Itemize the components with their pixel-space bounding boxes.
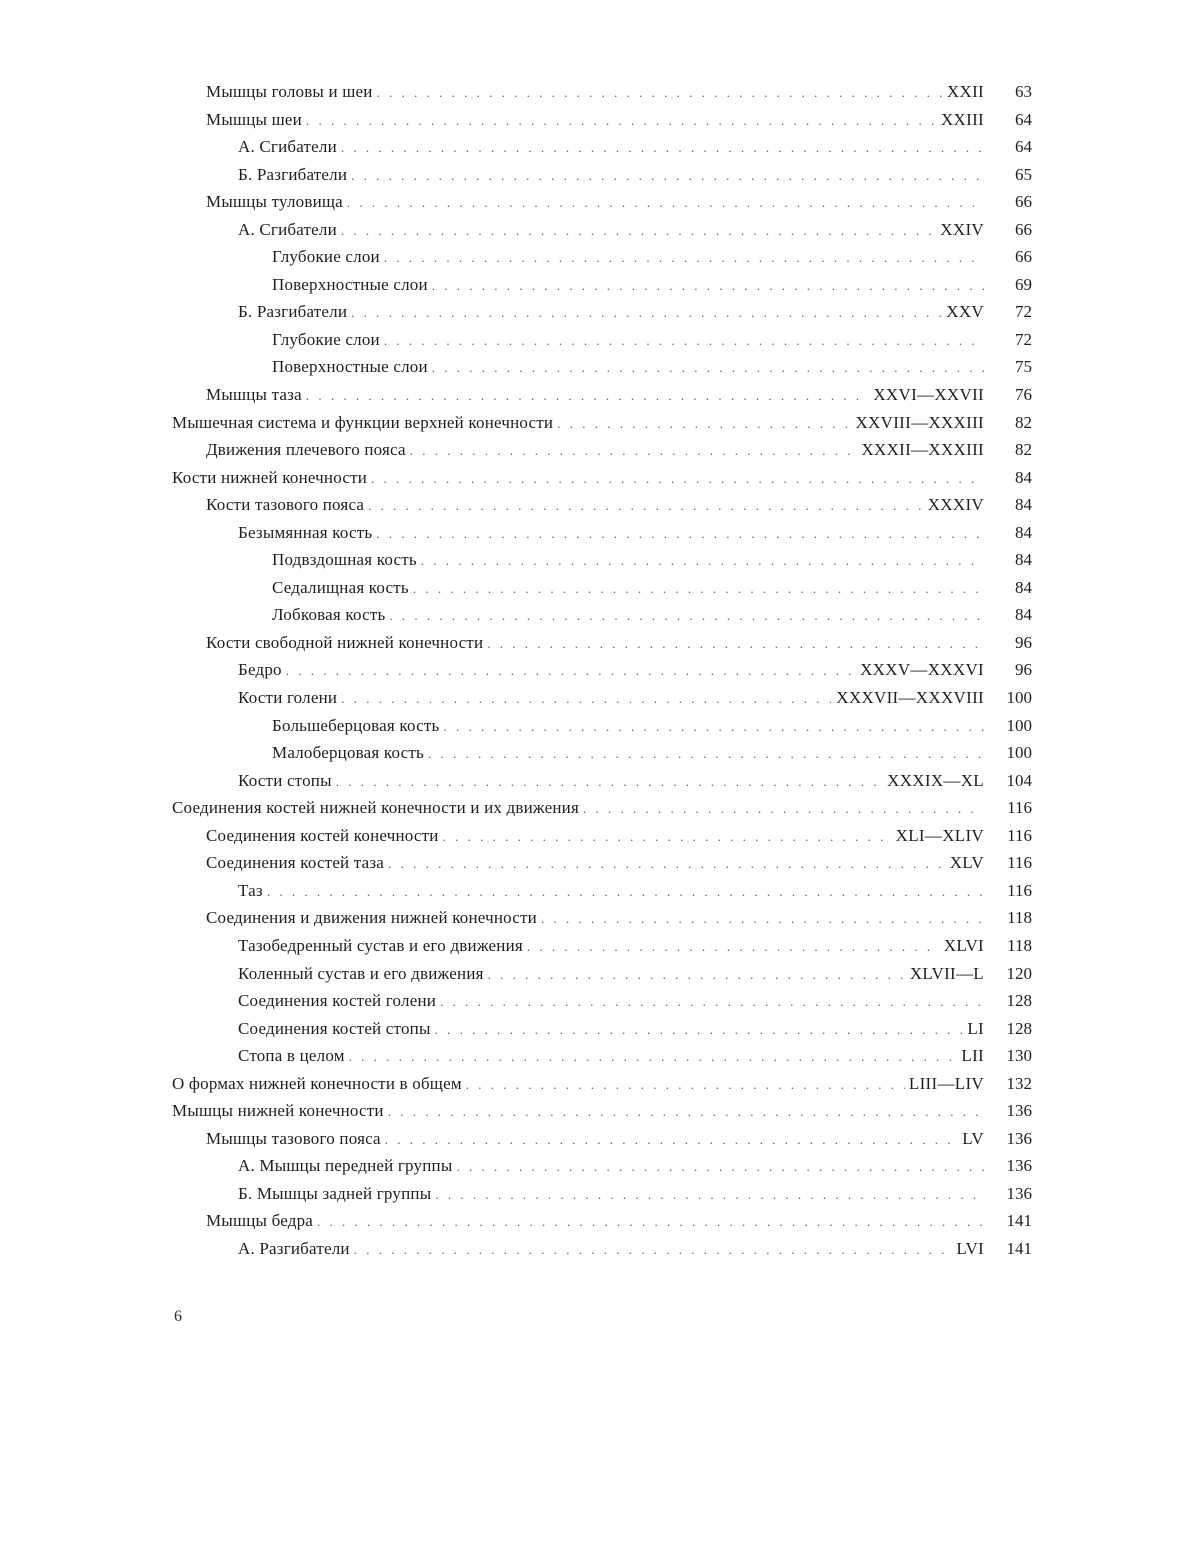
dot-leader bbox=[388, 1098, 984, 1126]
toc-entry bbox=[172, 133, 1032, 161]
toc-entry bbox=[172, 904, 1032, 932]
toc-entry-title: Лобковая кость bbox=[272, 605, 386, 625]
toc-entry-page: 72 bbox=[1015, 302, 1032, 322]
toc-entry-leader bbox=[172, 381, 984, 410]
toc-entry-page: 136 bbox=[1006, 1183, 1032, 1203]
toc-entry bbox=[172, 243, 1032, 271]
toc-entry-title: Движения плечевого пояса bbox=[206, 440, 406, 460]
dot-leader bbox=[371, 465, 984, 493]
dot-leader bbox=[341, 685, 832, 713]
toc-entry-title: Кости тазового пояса bbox=[206, 495, 365, 515]
toc-entry bbox=[172, 106, 1032, 134]
toc-entry bbox=[172, 326, 1032, 354]
toc-entry-leader bbox=[172, 1235, 984, 1264]
toc-entry-title: Соединения и движения нижней конечности bbox=[206, 908, 537, 928]
toc-entry-leader bbox=[172, 133, 984, 162]
toc-entry-table-ref: LV bbox=[962, 1128, 984, 1148]
toc-entry-page: 84 bbox=[1015, 550, 1032, 570]
toc-entry bbox=[172, 1042, 1032, 1070]
toc-entry-page: 118 bbox=[1007, 935, 1032, 955]
toc-entry bbox=[172, 1097, 1032, 1125]
toc-entry-page: 116 bbox=[1007, 825, 1032, 845]
toc-entry bbox=[172, 491, 1032, 519]
toc-entry-page: 84 bbox=[1015, 467, 1032, 487]
dot-leader bbox=[385, 1126, 959, 1154]
toc-entry-leader bbox=[172, 161, 984, 190]
toc-entry-page: 63 bbox=[1015, 82, 1032, 101]
toc-entry-table-ref: XXXVII—XXXVIII bbox=[836, 688, 984, 708]
toc-entry-title: А. Мышцы передней группы bbox=[238, 1156, 453, 1176]
toc-entry-title: Соединения костей стопы bbox=[238, 1018, 431, 1038]
toc-entry-leader bbox=[172, 712, 984, 741]
toc-entry-title: Кости свободной нижней конечности bbox=[206, 632, 484, 652]
toc-entry bbox=[172, 767, 1032, 795]
toc-entry-title: Глубокие слои bbox=[272, 247, 380, 267]
toc-entry-page: 120 bbox=[1006, 963, 1032, 983]
toc-entry-title: Б. Разгибатели bbox=[238, 164, 348, 184]
toc-entry-title: Мышцы тазового пояса bbox=[206, 1128, 381, 1148]
toc-entry-leader bbox=[172, 298, 984, 327]
toc-entry-page: 100 bbox=[1006, 688, 1032, 708]
dot-leader bbox=[435, 1181, 984, 1209]
toc-entry-leader bbox=[172, 794, 984, 823]
toc-entry-page: 141 bbox=[1006, 1238, 1032, 1258]
toc-entry bbox=[172, 353, 1032, 381]
toc-entry-leader bbox=[172, 188, 984, 217]
toc-entry-leader bbox=[172, 271, 984, 300]
dot-leader bbox=[428, 740, 984, 768]
toc-entry bbox=[172, 436, 1032, 464]
toc-entry-leader bbox=[172, 601, 984, 630]
toc-entry-page: 76 bbox=[1015, 385, 1032, 405]
toc-entry-leader bbox=[172, 849, 984, 878]
toc-entry-page: 116 bbox=[1007, 880, 1032, 900]
toc-entry-title: Кости стопы bbox=[238, 770, 332, 790]
toc-entry-page: 100 bbox=[1006, 715, 1032, 735]
dot-leader bbox=[557, 410, 851, 438]
toc-entry-page: 69 bbox=[1015, 274, 1032, 294]
toc-entry-title: А. Сгибатели bbox=[238, 137, 337, 157]
dot-leader bbox=[336, 768, 883, 796]
toc-entry-leader bbox=[172, 326, 984, 355]
dot-leader bbox=[306, 382, 870, 410]
toc-entry-page: 66 bbox=[1015, 219, 1032, 239]
toc-entry-leader bbox=[172, 78, 984, 107]
toc-entry-table-ref: LII bbox=[961, 1046, 984, 1066]
dot-leader bbox=[487, 630, 984, 658]
toc-entry-title: Большеберцовая кость bbox=[272, 715, 440, 735]
toc-entry-page: 64 bbox=[1015, 137, 1032, 157]
toc-entry-title: О формах нижней конечности в общем bbox=[172, 1073, 462, 1093]
toc-entry bbox=[172, 1152, 1032, 1180]
toc-entry-title: Соединения костей таза bbox=[206, 853, 385, 873]
toc-entry bbox=[172, 877, 1032, 905]
dot-leader bbox=[432, 354, 984, 382]
page-number: 6 bbox=[174, 1308, 182, 1325]
toc-entry-title: Кости голени bbox=[238, 688, 338, 708]
dot-leader bbox=[443, 823, 892, 851]
toc-entry-table-ref: XLV bbox=[949, 853, 984, 873]
toc-entry bbox=[172, 1070, 1032, 1098]
toc-entry-page: 136 bbox=[1006, 1128, 1032, 1148]
toc-entry-page: 66 bbox=[1015, 247, 1032, 267]
toc-entry-title: Кости нижней конечности bbox=[172, 467, 368, 487]
toc-entry-leader bbox=[172, 656, 984, 685]
toc-entry bbox=[172, 381, 1032, 409]
toc-entry-table-ref: XXII bbox=[946, 82, 984, 101]
toc-entry-page: 116 bbox=[1007, 853, 1032, 873]
toc-entry bbox=[172, 656, 1032, 684]
toc-entry-title: Седалищная кость bbox=[272, 577, 409, 597]
toc-entry bbox=[172, 161, 1032, 189]
dot-leader bbox=[341, 134, 984, 162]
dot-leader bbox=[541, 905, 984, 933]
toc-entry-page: 130 bbox=[1006, 1046, 1032, 1066]
toc-entry-page: 82 bbox=[1015, 412, 1032, 432]
toc-entry-title: Мышечная система и функции верхней конечности bbox=[172, 412, 554, 432]
toc-entry bbox=[172, 739, 1032, 767]
toc-entry-title: А. Разгибатели bbox=[238, 1238, 350, 1258]
toc-entry-table-ref: XXVI—XXVII bbox=[873, 385, 984, 405]
toc-entry bbox=[172, 78, 1032, 106]
toc-entry-title: Мышцы таза bbox=[206, 385, 302, 405]
dot-leader bbox=[349, 1043, 958, 1071]
dot-leader bbox=[413, 575, 984, 603]
toc-entry-page: 118 bbox=[1007, 908, 1032, 928]
toc-entry-leader bbox=[172, 739, 984, 768]
toc-entry-leader bbox=[172, 106, 984, 135]
toc-entry bbox=[172, 464, 1032, 492]
toc-entry-page: 66 bbox=[1015, 192, 1032, 212]
toc-entry bbox=[172, 409, 1032, 437]
toc-entry bbox=[172, 987, 1032, 1015]
dot-leader bbox=[341, 217, 936, 245]
toc-entry-leader bbox=[172, 987, 984, 1016]
toc-entry-title: Поверхностные слои bbox=[272, 274, 428, 294]
toc-entry-title: Соединения костей нижней конечности и их движения bbox=[172, 798, 580, 818]
toc-entry-page: 84 bbox=[1015, 495, 1032, 515]
toc-entry-title: А. Сгибатели bbox=[238, 219, 337, 239]
dot-leader bbox=[435, 1016, 964, 1044]
toc-entry-page: 96 bbox=[1015, 632, 1032, 652]
table-of-contents bbox=[172, 78, 1032, 1263]
toc-entry-title: Стопа в целом bbox=[238, 1046, 345, 1066]
toc-entry-page: 128 bbox=[1006, 991, 1032, 1011]
toc-entry-table-ref: XXXII—XXXIII bbox=[861, 440, 984, 460]
toc-entry-title: Подвздошная кость bbox=[272, 550, 417, 570]
toc-entry bbox=[172, 629, 1032, 657]
dot-leader bbox=[351, 299, 942, 327]
toc-entry-page: 84 bbox=[1015, 522, 1032, 542]
toc-entry-page: 100 bbox=[1006, 743, 1032, 763]
toc-entry-leader bbox=[172, 353, 984, 382]
toc-entry bbox=[172, 684, 1032, 712]
toc-entry-table-ref: XLVI bbox=[943, 935, 984, 955]
toc-entry-title: Безымянная кость bbox=[238, 522, 373, 542]
dot-leader bbox=[432, 272, 984, 300]
toc-entry-page: 132 bbox=[1006, 1073, 1032, 1093]
toc-entry-title: Соединения костей голени bbox=[238, 991, 437, 1011]
toc-entry bbox=[172, 1125, 1032, 1153]
toc-entry-page: 96 bbox=[1015, 660, 1032, 680]
dot-leader bbox=[583, 795, 984, 823]
toc-entry-table-ref: LI bbox=[967, 1018, 984, 1038]
toc-entry bbox=[172, 960, 1032, 988]
toc-entry bbox=[172, 546, 1032, 574]
toc-entry-title: Тазобедренный сустав и его движения bbox=[238, 935, 523, 955]
toc-entry-page: 136 bbox=[1006, 1156, 1032, 1176]
dot-leader bbox=[306, 107, 937, 135]
toc-entry-page: 72 bbox=[1015, 329, 1032, 349]
dot-leader bbox=[377, 79, 943, 107]
toc-entry bbox=[172, 849, 1032, 877]
toc-entry-page: 116 bbox=[1007, 798, 1032, 818]
toc-entry-page: 65 bbox=[1015, 164, 1032, 184]
toc-entry-page: 75 bbox=[1015, 357, 1032, 377]
dot-leader bbox=[456, 1153, 984, 1181]
toc-entry-title: Мышцы шеи bbox=[206, 109, 302, 129]
dot-leader bbox=[527, 933, 940, 961]
dot-leader bbox=[286, 657, 856, 685]
toc-entry-title: Коленный сустав и его движения bbox=[238, 963, 484, 983]
toc-entry-leader bbox=[172, 1207, 984, 1236]
dot-leader bbox=[354, 1236, 953, 1264]
dot-leader bbox=[421, 547, 984, 575]
toc-entry-page: 104 bbox=[1006, 770, 1032, 790]
toc-entry-leader bbox=[172, 216, 984, 245]
toc-entry-title: Б. Мышцы задней группы bbox=[238, 1183, 432, 1203]
dot-leader bbox=[443, 713, 984, 741]
dot-leader bbox=[347, 189, 984, 217]
dot-leader bbox=[368, 492, 924, 520]
toc-entry bbox=[172, 519, 1032, 547]
toc-entry-leader bbox=[172, 1042, 984, 1071]
toc-entry bbox=[172, 1207, 1032, 1235]
toc-entry-page: 84 bbox=[1015, 605, 1032, 625]
toc-entry-title: Соединения костей конечности bbox=[206, 825, 439, 845]
toc-entry bbox=[172, 601, 1032, 629]
toc-entry-page: 136 bbox=[1006, 1101, 1032, 1121]
toc-entry-leader bbox=[172, 436, 984, 465]
toc-entry bbox=[172, 298, 1032, 326]
toc-entry bbox=[172, 1235, 1032, 1263]
dot-leader bbox=[388, 850, 946, 878]
dot-leader bbox=[466, 1071, 905, 1099]
dot-leader bbox=[317, 1208, 984, 1236]
toc-entry-leader bbox=[172, 1097, 984, 1126]
dot-leader bbox=[376, 520, 984, 548]
toc-entry-leader bbox=[172, 822, 984, 851]
toc-entry bbox=[172, 822, 1032, 850]
dot-leader bbox=[384, 244, 984, 272]
toc-entry bbox=[172, 932, 1032, 960]
toc-entry-leader bbox=[172, 491, 984, 520]
toc-entry-leader bbox=[172, 1070, 984, 1099]
dot-leader bbox=[351, 162, 984, 190]
toc-entry-table-ref: XXXIV bbox=[927, 495, 984, 515]
toc-entry-table-ref: XXVIII—XXXIII bbox=[855, 412, 984, 432]
toc-entry-leader bbox=[172, 546, 984, 575]
toc-entry-leader bbox=[172, 1125, 984, 1154]
dot-leader bbox=[440, 988, 984, 1016]
toc-entry-page: 84 bbox=[1015, 577, 1032, 597]
toc-entry bbox=[172, 574, 1032, 602]
toc-entry-leader bbox=[172, 684, 984, 713]
toc-entry-table-ref: XXIV bbox=[940, 219, 984, 239]
toc-entry-title: Мышцы головы и шеи bbox=[206, 82, 373, 101]
toc-entry bbox=[172, 271, 1032, 299]
toc-entry-page: 141 bbox=[1006, 1211, 1032, 1231]
toc-entry-table-ref: XXXIX—XL bbox=[887, 770, 984, 790]
toc-entry-title: Глубокие слои bbox=[272, 329, 380, 349]
toc-entry-title: Мышцы туловища bbox=[206, 192, 343, 212]
toc-entry-table-ref: XXIII bbox=[940, 109, 984, 129]
toc-entry-title: Мышцы нижней конечности bbox=[172, 1101, 384, 1121]
toc-entry-table-ref: LVI bbox=[956, 1238, 984, 1258]
toc-entry-leader bbox=[172, 960, 984, 989]
toc-entry-page: 128 bbox=[1006, 1018, 1032, 1038]
toc-entry-leader bbox=[172, 1152, 984, 1181]
dot-leader bbox=[488, 961, 906, 989]
toc-entry bbox=[172, 1015, 1032, 1043]
toc-entry-leader bbox=[172, 932, 984, 961]
toc-entry-leader bbox=[172, 519, 984, 548]
toc-entry-leader bbox=[172, 629, 984, 658]
toc-entry-leader bbox=[172, 1015, 984, 1044]
toc-entry-table-ref: LIII—LIV bbox=[908, 1073, 984, 1093]
toc-entry-table-ref: XXV bbox=[946, 302, 984, 322]
toc-entry-leader bbox=[172, 574, 984, 603]
toc-entry-title: Малоберцовая кость bbox=[272, 743, 424, 763]
toc-entry bbox=[172, 1180, 1032, 1208]
toc-entry-title: Б. Разгибатели bbox=[238, 302, 348, 322]
toc-entry-table-ref: XXXV—XXXVI bbox=[860, 660, 984, 680]
toc-entry-leader bbox=[172, 243, 984, 272]
toc-entry-title: Бедро bbox=[238, 660, 282, 680]
toc-entry-title: Таз bbox=[238, 880, 263, 900]
toc-entry-leader bbox=[172, 464, 984, 493]
toc-entry-title: Мышцы бедра bbox=[206, 1211, 314, 1231]
toc-entry-leader bbox=[172, 1180, 984, 1209]
dot-leader bbox=[389, 602, 984, 630]
toc-entry-table-ref: XLI—XLIV bbox=[895, 825, 984, 845]
dot-leader bbox=[410, 437, 858, 465]
toc-entry-title: Поверхностные слои bbox=[272, 357, 428, 377]
toc-entry-leader bbox=[172, 877, 984, 906]
toc-entry-leader bbox=[172, 409, 984, 438]
toc-entry-leader bbox=[172, 767, 984, 796]
dot-leader bbox=[384, 327, 984, 355]
toc-entry bbox=[172, 188, 1032, 216]
toc-entry-page: 82 bbox=[1015, 440, 1032, 460]
toc-entry bbox=[172, 216, 1032, 244]
dot-leader bbox=[267, 878, 984, 906]
toc-entry-table-ref: XLVII—L bbox=[909, 963, 984, 983]
toc-entry-page: 64 bbox=[1015, 109, 1032, 129]
toc-entry bbox=[172, 794, 1032, 822]
toc-entry bbox=[172, 712, 1032, 740]
toc-entry-leader bbox=[172, 904, 984, 933]
